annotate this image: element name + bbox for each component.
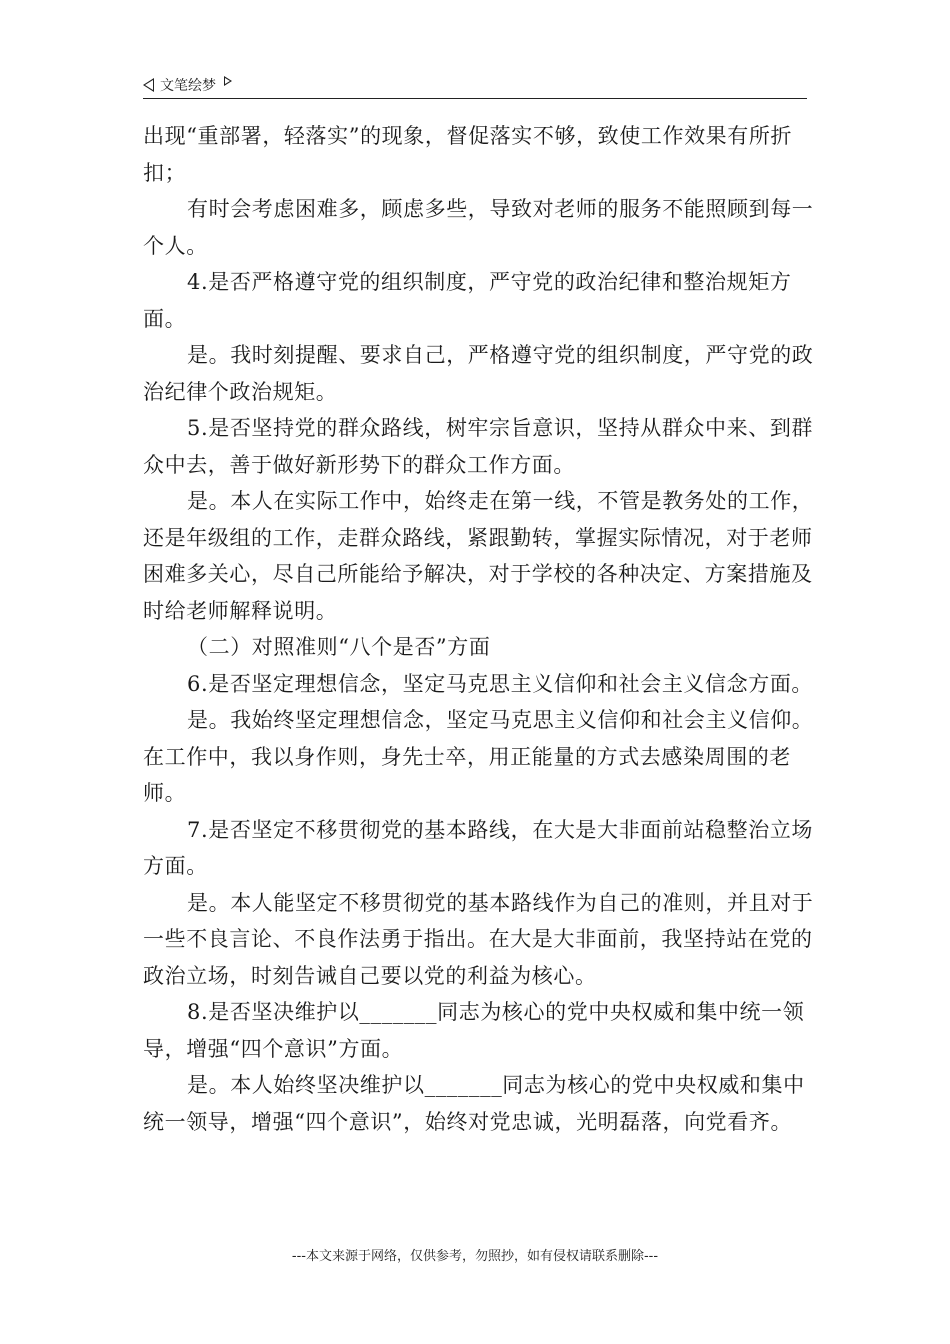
paragraph: 是。我始终坚定理想信念，坚定马克思主义信仰和社会主义信仰。在工作中，我以身作则，身先士卒，用正能量的方式去感染周围的老师。 (143, 708, 814, 805)
header-title: 文笔绘梦 (160, 78, 216, 94)
page-footer: ---本文来源于网络，仅供参考，勿照抄，如有侵权请联系删除--- (291, 1249, 659, 1264)
paragraph: 有时会考虑困难多，顾虑多些，导致对老师的服务不能照顾到每一个人。 (143, 197, 814, 258)
paragraph: 是。本人能坚定不移贯彻党的基本路线作为自己的准则，并且对于一些不良言论、不良作法勇于指出。在大是大非面前，我坚持站在党的政治立场，时刻告诫自己要以党的利益为核心。 (143, 890, 814, 988)
triangle-left-icon (143, 78, 154, 92)
paragraph: 4.是否严格遵守党的组织制度，严守党的政治纪律和整治规矩方面。 (143, 270, 792, 331)
paragraph: 5.是否坚持党的群众路线，树牢宗旨意识，坚持从群众中来、到群众中去，善于做好新形势下的群众工作方面。 (143, 416, 814, 477)
paragraph: 是。本人始终坚决维护以_______同志为核心的党中央权威和集中统一领导，增强“四个意识”，始终对党忠诚，光明磊落，向党看齐。 (143, 1073, 805, 1134)
paragraph: 是。本人在实际工作中，始终走在第一线，不管是教务处的工作，还是年级组的工作，走群众路线，紧跟勤转，掌握实际情况，对于老师困难多关心，尽自己所能给予解决，对于学校的各种决定、方案措施及时给老师解释说明。 (143, 489, 814, 623)
triangle-right-icon (224, 76, 232, 86)
document-body (143, 118, 819, 1140)
paragraph: 7.是否坚定不移贯彻党的基本路线，在大是大非面前站稳整治立场方面。 (143, 817, 814, 878)
paragraph: 是。我时刻提醒、要求自己，严格遵守党的组织制度，严守党的政治纪律个政治规矩。 (143, 343, 814, 404)
paragraph: 8.是否坚决维护以_______同志为核心的党中央权威和集中统一领导，增强“四个意识”方面。 (143, 1000, 805, 1061)
page-header (143, 72, 807, 99)
paragraph: 6.是否坚定理想信念，坚定马克思主义信仰和社会主义信念方面。 (187, 671, 814, 696)
section-heading: （二）对照准则“八个是否”方面 (187, 635, 491, 659)
paragraph: 出现“重部署，轻落实”的现象，督促落实不够，致使工作效果有所折扣； (143, 124, 793, 185)
